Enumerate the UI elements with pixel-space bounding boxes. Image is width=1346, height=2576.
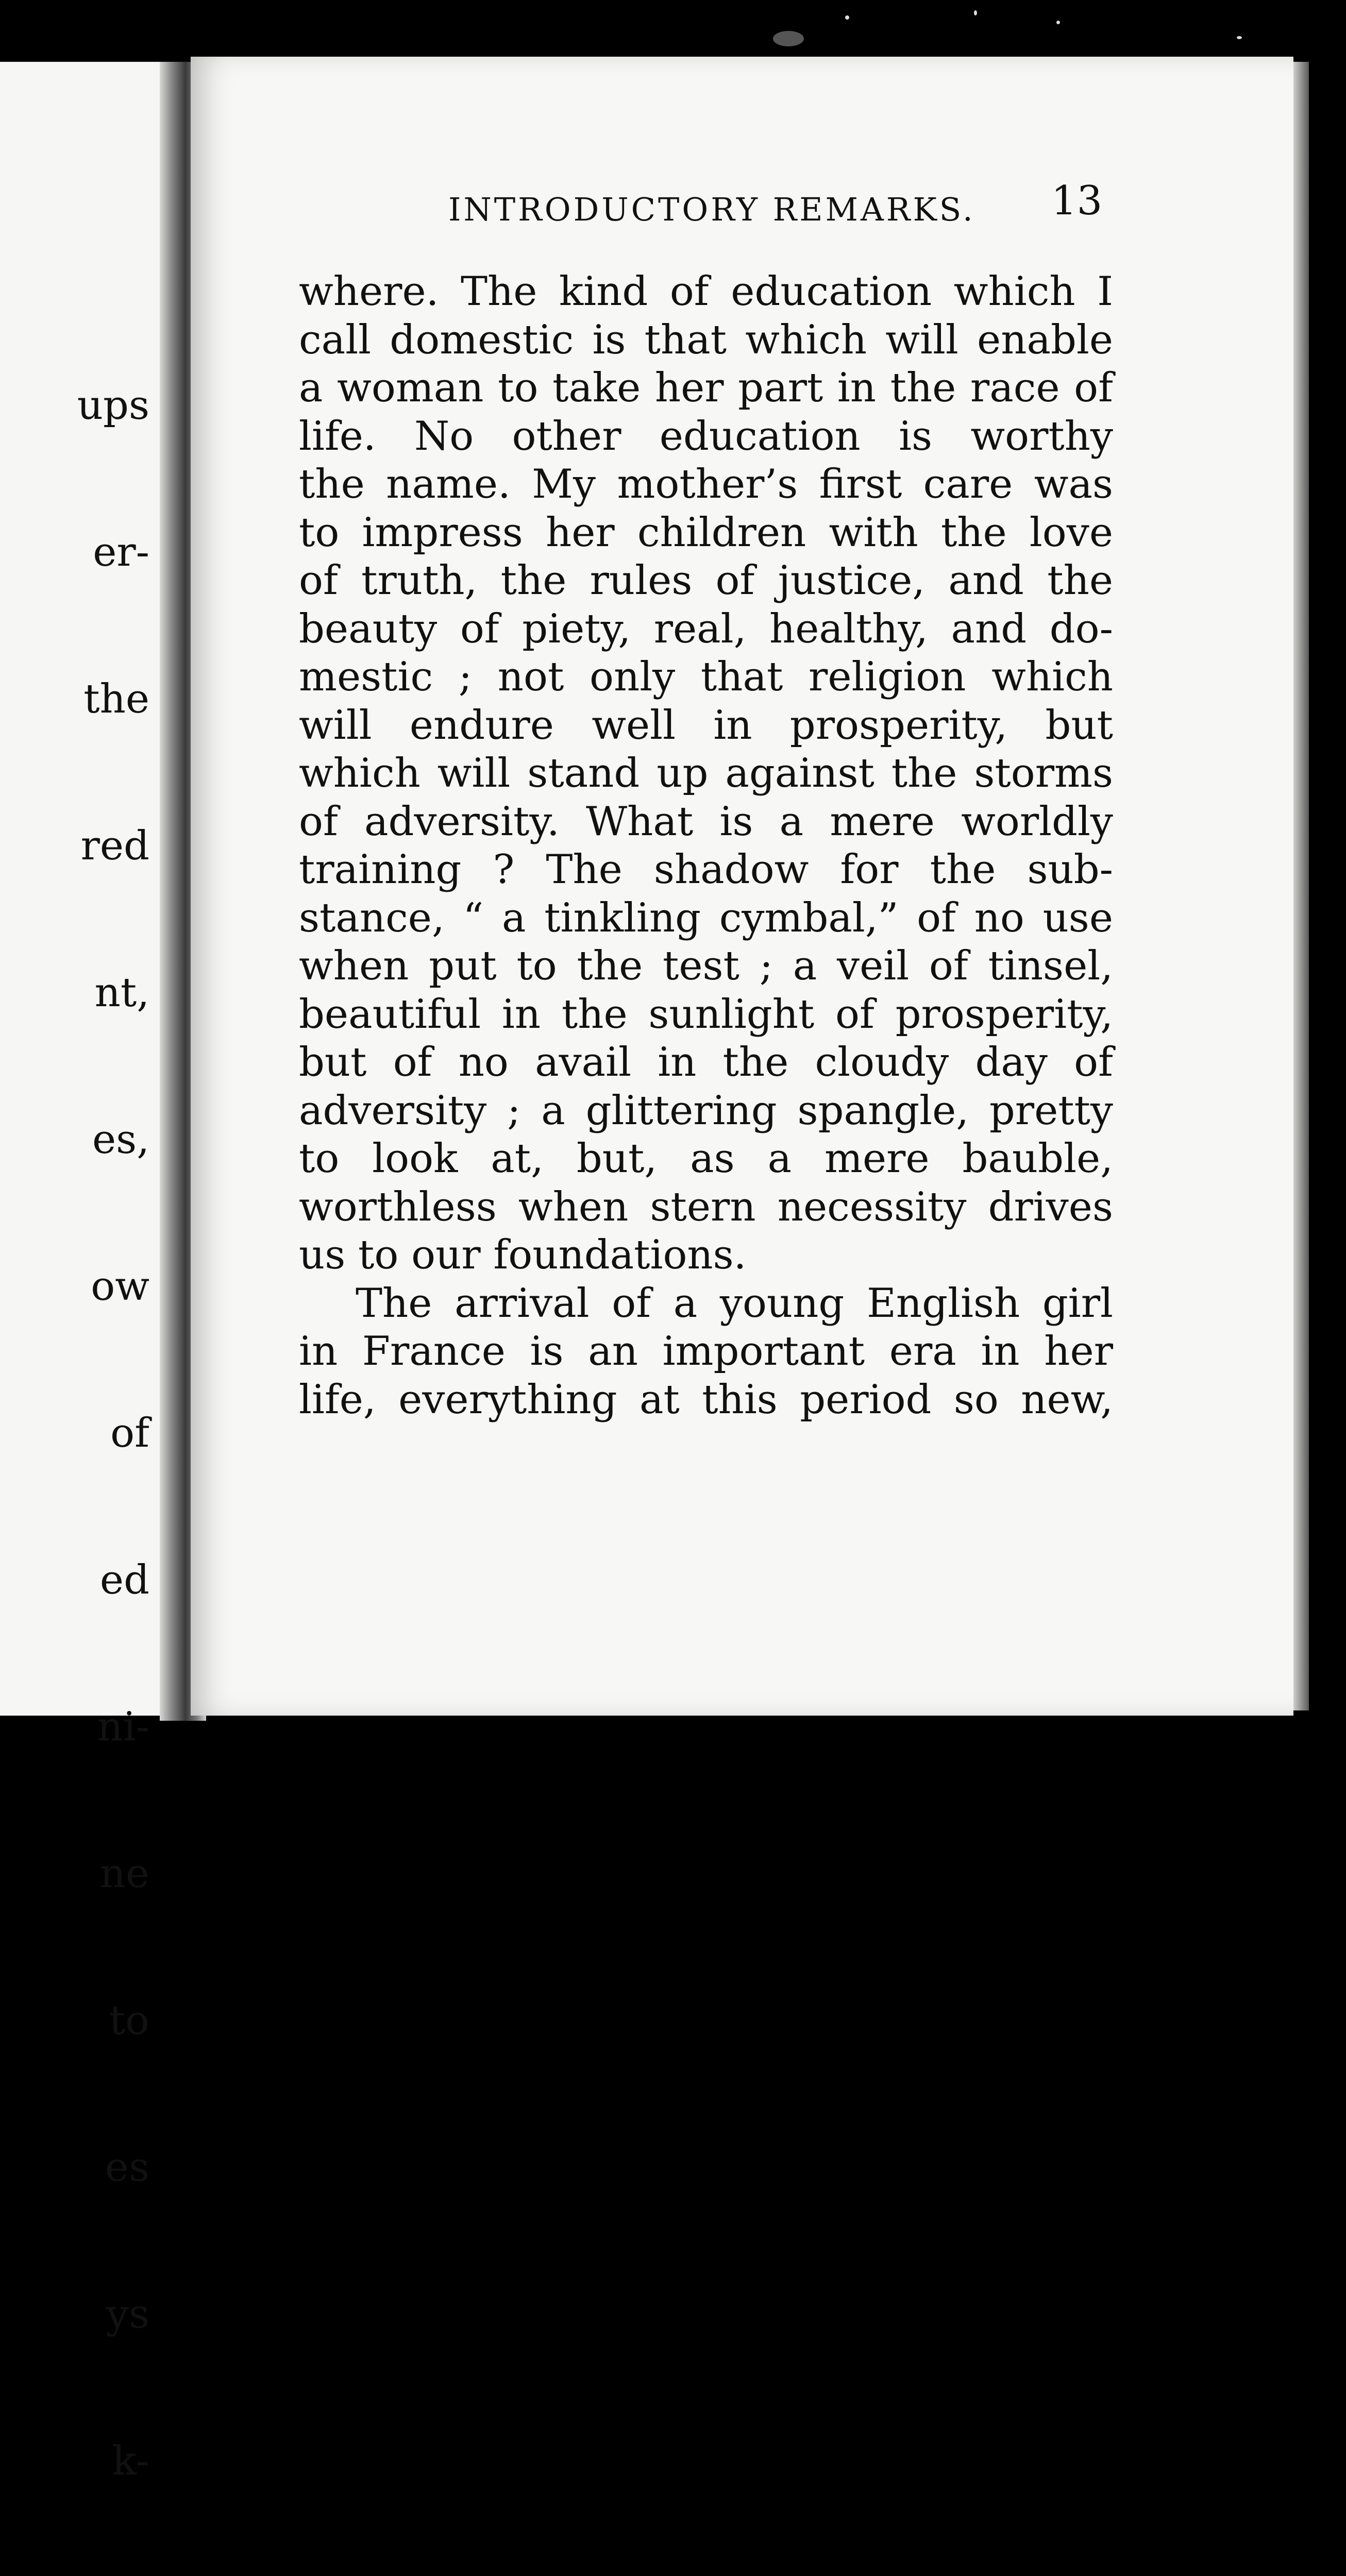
line-ending: to bbox=[109, 1997, 149, 2044]
text-line: where. The kind of education which I bbox=[299, 268, 1113, 315]
line-ending: er- bbox=[93, 529, 149, 575]
text-line: call domestic is that which will enable bbox=[299, 316, 1113, 363]
line-ending: ys bbox=[106, 2291, 149, 2337]
previous-page-line-endings bbox=[73, 283, 149, 2576]
text-line: in France is an important era in her bbox=[299, 1328, 1113, 1375]
text-line: to look at, but, as a mere bauble, bbox=[299, 1136, 1113, 1182]
text-line: the name. My mother’s first care was bbox=[299, 461, 1113, 507]
text-line: a woman to take her part in the race of bbox=[299, 365, 1113, 411]
text-line: beautiful in the sunlight of prosperity, bbox=[299, 991, 1113, 1038]
scan-speck bbox=[845, 15, 849, 20]
text-line: when put to the test ; a veil of tinsel, bbox=[299, 943, 1113, 989]
text-line: but of no avail in the cloudy day of bbox=[299, 1039, 1113, 1086]
line-ending: k- bbox=[112, 2438, 149, 2484]
text-line: training ? The shadow for the sub- bbox=[299, 846, 1113, 893]
text-line: adversity ; a glittering spangle, pretty bbox=[299, 1087, 1113, 1134]
text-line: to impress her children with the love bbox=[299, 509, 1113, 556]
text-line: of truth, the rules of justice, and the bbox=[299, 557, 1113, 604]
text-line: The arrival of a young English girl bbox=[356, 1280, 1113, 1327]
paragraph-1 bbox=[299, 268, 1113, 1280]
text-line: will endure well in prosperity, but bbox=[299, 702, 1113, 749]
text-line: mestic ; not only that religion which bbox=[299, 654, 1113, 700]
text-line: stance, “ a tinkling cymbal,” of no use bbox=[299, 894, 1113, 941]
text-line: which will stand up against the storms bbox=[299, 750, 1113, 796]
line-ending: nt, bbox=[94, 970, 149, 1016]
scan-speck bbox=[974, 10, 977, 15]
text-line: of adversity. What is a mere worldly bbox=[299, 798, 1113, 845]
text-line: worthless when stern necessity drives bbox=[299, 1183, 1113, 1230]
text-line: beauty of piety, real, healthy, and do- bbox=[299, 605, 1113, 652]
running-head: INTRODUCTORY REMARKS. bbox=[448, 191, 975, 228]
line-ending: ni- bbox=[97, 1704, 149, 1750]
scan-speck bbox=[1056, 21, 1060, 24]
text-line: life, everything at this period so new, bbox=[299, 1376, 1113, 1423]
page-number: 13 bbox=[1051, 178, 1103, 224]
page-edge-shadow bbox=[1293, 62, 1309, 1710]
line-ending: es bbox=[105, 2144, 149, 2191]
line-ending: ups bbox=[77, 382, 149, 429]
line-ending: ed bbox=[99, 1557, 149, 1603]
scan-speck bbox=[773, 31, 804, 46]
line-ending: ne bbox=[99, 1851, 149, 1897]
text-line: life. No other education is worthy bbox=[299, 413, 1113, 460]
line-ending: the bbox=[83, 676, 149, 722]
scan-speck bbox=[1237, 36, 1242, 39]
line-ending: es, bbox=[92, 1116, 149, 1163]
paragraph-2 bbox=[299, 1280, 1113, 1425]
line-ending: of bbox=[110, 1410, 149, 1456]
previous-page-fragment bbox=[0, 62, 180, 2484]
line-ending: red bbox=[80, 823, 149, 869]
line-ending: ow bbox=[91, 1263, 149, 1310]
body-text bbox=[299, 268, 1113, 1424]
text-line: us to our foundations. bbox=[299, 1232, 747, 1278]
